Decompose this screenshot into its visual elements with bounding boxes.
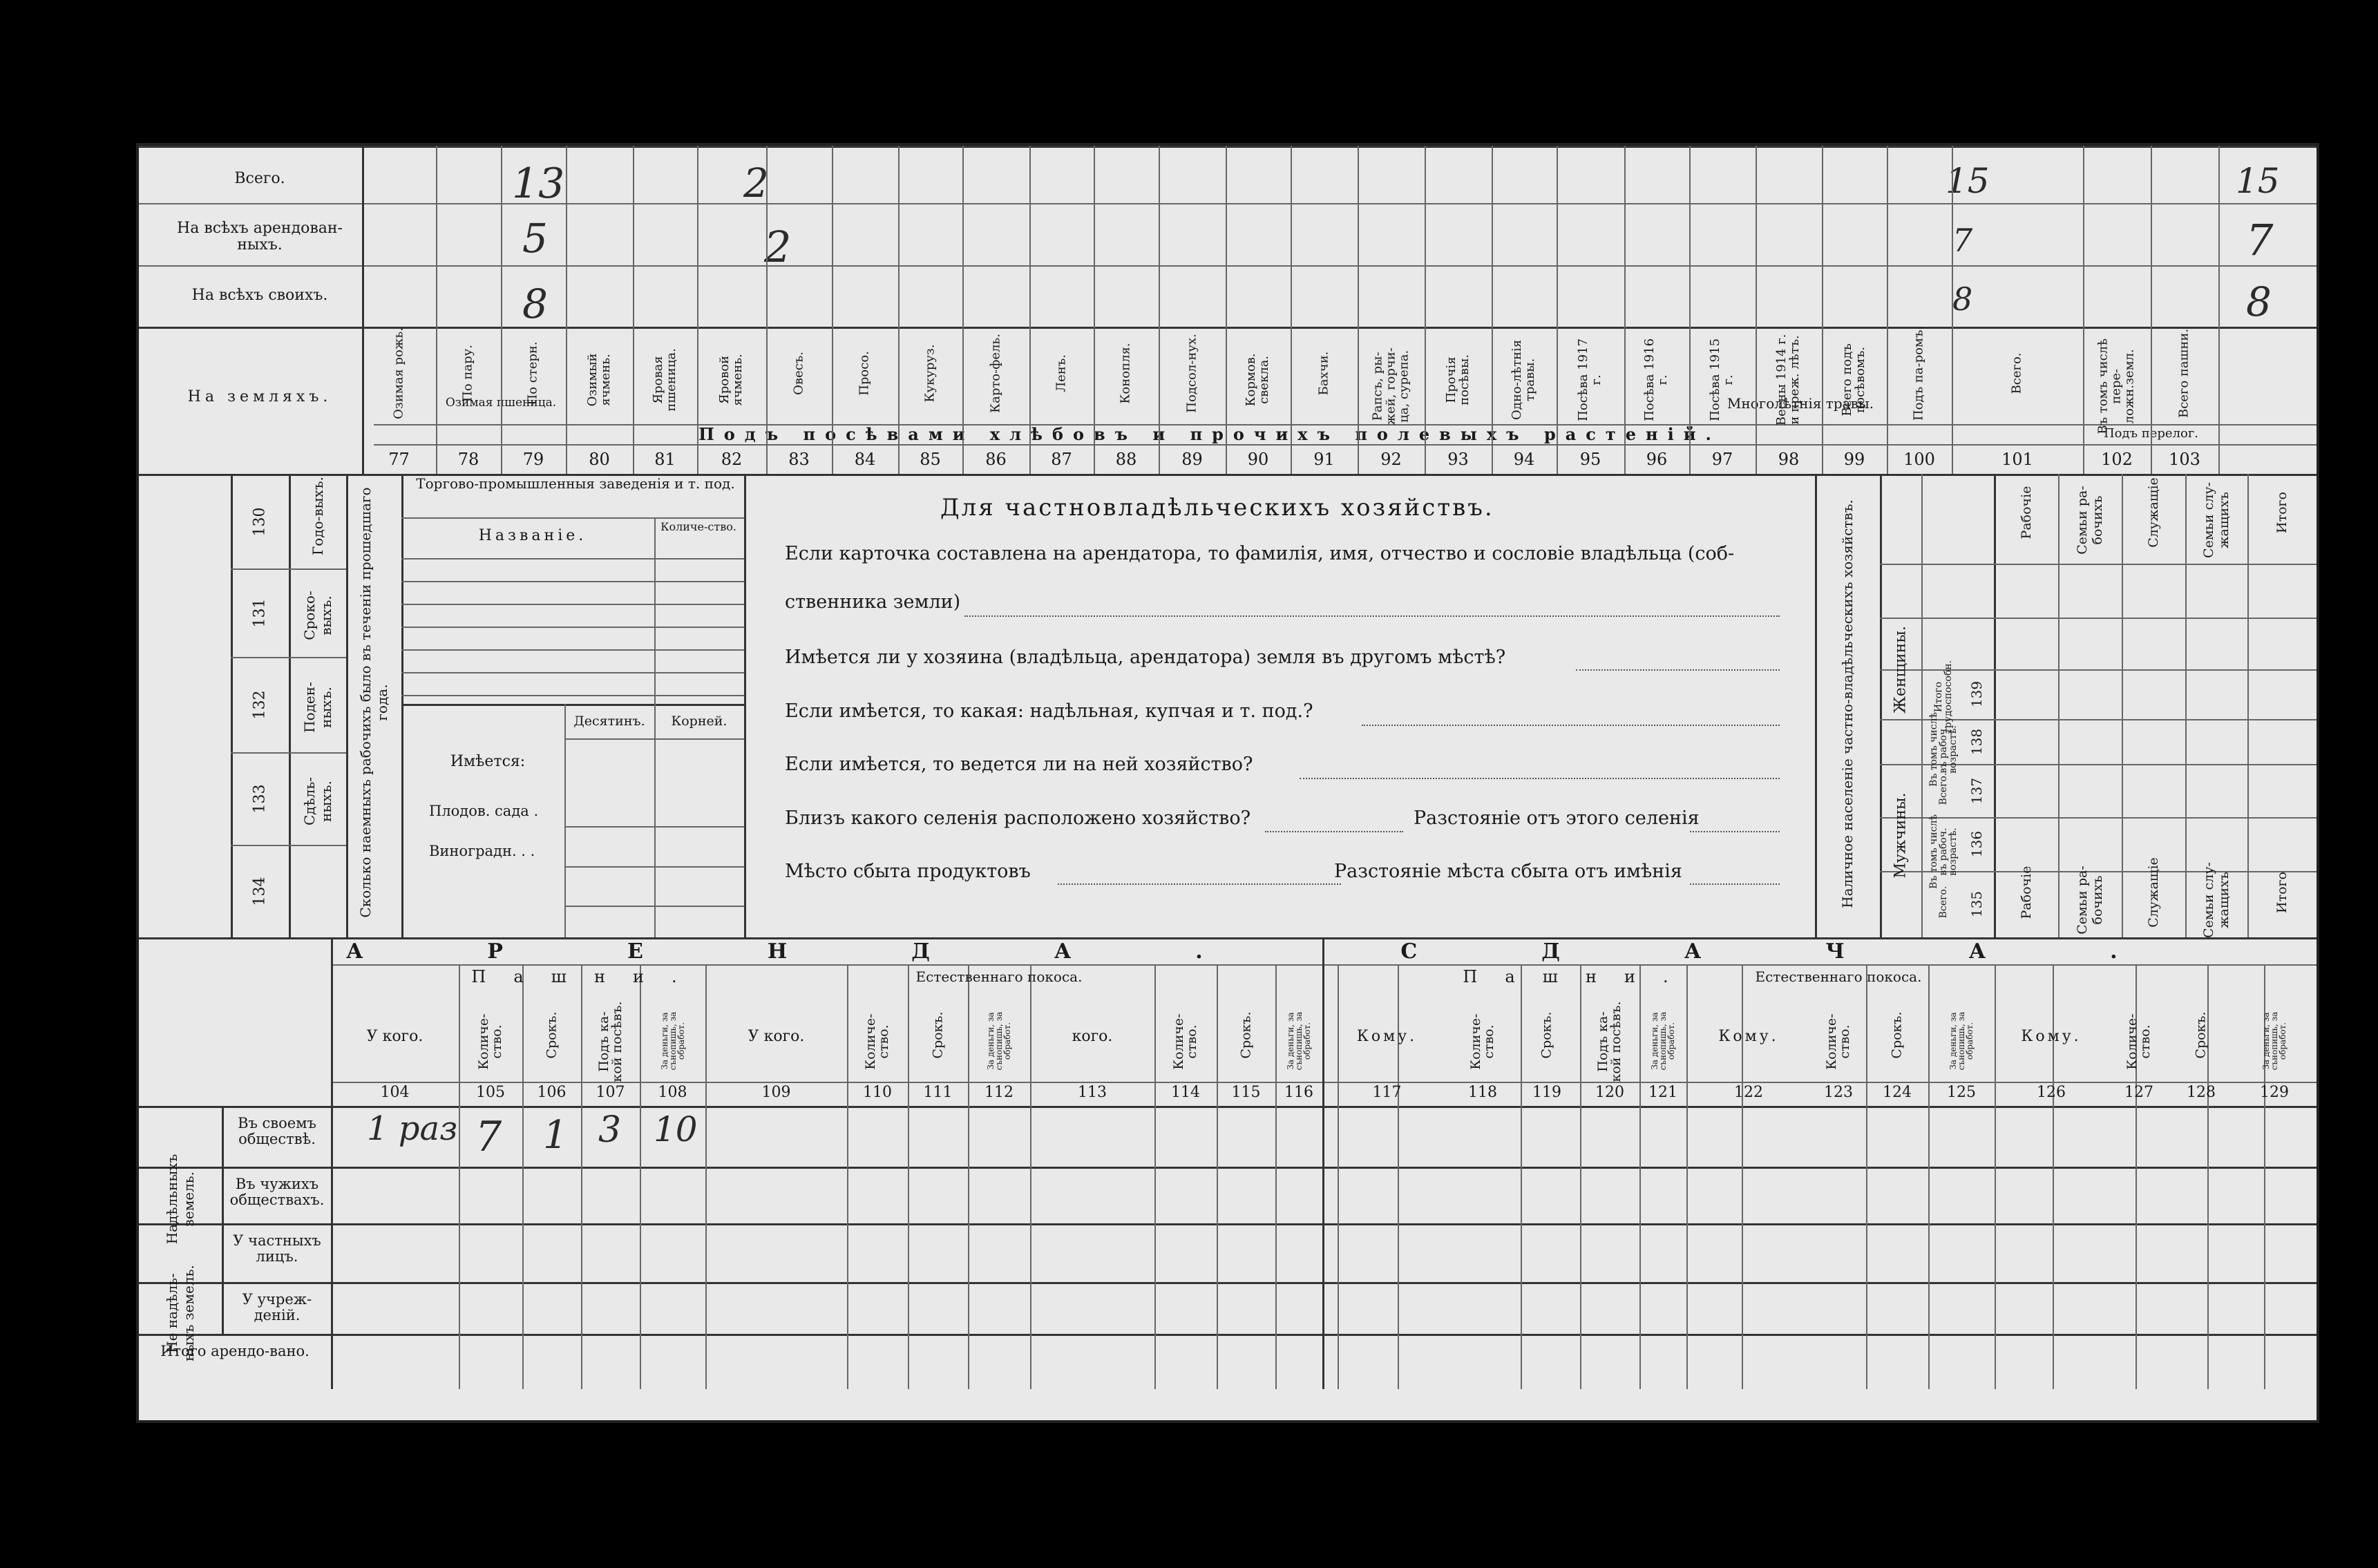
sdacha-col-header: Срокъ.: [2193, 1011, 2209, 1059]
top-column-header: Всего.: [2009, 352, 2024, 394]
sdacha-pashni: Пашни.: [1463, 967, 1696, 986]
top-column-number: 84: [854, 450, 876, 469]
women-label: Женщины.: [1892, 626, 1910, 714]
top-column-header: Кормов. свекла.: [1244, 353, 1271, 407]
top-column-number: 96: [1646, 450, 1668, 469]
top-column-header: Посѣва 1915 г.: [1708, 338, 1735, 421]
col-rule: [522, 964, 524, 1389]
top-column-header: Рапсъ, ры-жей, горчи-ца, сурепа.: [1370, 347, 1411, 426]
population-col-footer: Служащіе: [2146, 857, 2161, 928]
lease-row-label: У частныхъ лицъ.: [233, 1232, 321, 1265]
top-column-number: 87: [1051, 450, 1072, 469]
lease-row-label: У учреж-деній.: [242, 1291, 312, 1324]
column-rule: [633, 146, 634, 474]
top-column-number: 81: [654, 450, 676, 469]
sdacha-col-number: 127: [2124, 1084, 2153, 1101]
population-number: 135: [1968, 890, 1985, 918]
column-rule: [2151, 146, 2152, 474]
column-rule: [436, 146, 437, 474]
column-rule: [2083, 146, 2084, 474]
worker-col-label: Поден-ныхъ.: [301, 682, 334, 733]
sdacha-col-number: 125: [1947, 1084, 1976, 1101]
has-label: Имѣется:: [450, 753, 526, 770]
col-rule: [1217, 964, 1218, 1389]
arenda-col-header: Количе-ство.: [1171, 1013, 1199, 1070]
hand-total-a: 13: [512, 160, 565, 208]
arenda-col-number: 108: [658, 1084, 687, 1101]
top-column-header: Конопля.: [1118, 343, 1133, 404]
top-column-header: Подъ па-ромъ.: [1911, 325, 1926, 421]
arenda-col-number: 105: [476, 1084, 505, 1101]
population-col-footer: Итого: [2274, 872, 2290, 913]
sdacha-col-number: 117: [1372, 1084, 1402, 1101]
rule: [139, 146, 2317, 148]
col-rule: [2122, 474, 2123, 937]
col-rule: [640, 964, 641, 1389]
hand-rented-c: 7: [1952, 222, 1973, 259]
top-column-header: По пару.: [460, 345, 475, 402]
arenda-col-number: 114: [1171, 1084, 1200, 1101]
hand-lease-a: 1 раз: [367, 1109, 458, 1148]
worker-col-number: 132: [251, 690, 269, 720]
row-rule: [139, 1223, 2317, 1225]
top-column-header: Просо.: [857, 351, 872, 396]
question-owner-cont: ственника земли): [785, 591, 961, 613]
sdacha-col-header: Кому.: [1356, 1028, 1418, 1045]
row-rule: [139, 1334, 2317, 1336]
worker-col-label: Сдѣль-ныхъ.: [301, 776, 334, 826]
arenda-col-header: Срокъ.: [544, 1011, 559, 1059]
col-rule: [968, 964, 969, 1389]
top-column-header: Карто-фель.: [988, 334, 1003, 413]
arenda-col-number: 106: [537, 1084, 567, 1101]
question-village-distance: Разстояніе отъ этого селенія: [1414, 807, 1700, 829]
col-rule: [1880, 474, 1882, 937]
col-rule: [581, 964, 582, 1389]
top-column-header: Всего подъ посѣвомъ.: [1840, 343, 1867, 417]
hand-rented-b: 2: [764, 222, 792, 272]
top-column-number: 99: [1843, 450, 1865, 469]
banner-sowings: Подъ посѣвами хлѣбовъ и прочихъ полевыхъ растеній.: [698, 424, 1721, 444]
row-rule: [1880, 618, 2317, 619]
top-column-header: Весны 1914 г. и преж. лѣтъ.: [1774, 334, 1802, 426]
population-number: 138: [1968, 728, 1985, 755]
population-number: 139: [1968, 680, 1985, 708]
nadel-label: Надѣльныхъ земель.: [164, 1154, 197, 1245]
arenda-col-header: За деньги, за сънопишь, за обработ.: [986, 1011, 1012, 1071]
population-sub-label: Въ томъ числѣ въ рабоч. возрастѣ.: [1928, 711, 1959, 787]
sdacha-col-number: 118: [1468, 1084, 1497, 1101]
sdacha-col-number: 126: [2037, 1084, 2066, 1101]
top-column-number: 91: [1313, 450, 1335, 469]
sdacha-col-number: 121: [1648, 1084, 1677, 1101]
row-label-total: Всего.: [234, 170, 285, 187]
question-owner: Если карточка составлена на арендатора, то фамилія, имя, отчество и сословіе владѣльца (соб-: [785, 543, 1735, 564]
arenda-pokos: Естественнаго покоса.: [915, 968, 1083, 985]
top-column-number: 90: [1247, 450, 1269, 469]
col-rule: [1322, 937, 1324, 1389]
col-rule: [1521, 964, 1522, 1389]
ozimaya-label: Озимая пшеница.: [445, 396, 557, 410]
lease-row-label: Въ чужихъ обществахъ.: [229, 1176, 325, 1209]
sdacha-col-header: Количе-ство.: [1468, 1013, 1496, 1070]
hand-total-c: 15: [1946, 161, 1990, 201]
population-sub-label: Въ томъ числѣ въ рабоч. возрастѣ.: [1928, 814, 1959, 889]
row-label-rented: На всѣхъ арендован-ныхъ.: [177, 220, 343, 254]
question-farming: Если имѣется, то ведется ли на ней хозяйство?: [785, 754, 1253, 775]
hand-rented-a: 5: [522, 215, 548, 262]
arenda-col-header: У кого.: [366, 1028, 424, 1045]
top-column-number: 88: [1115, 450, 1137, 469]
top-column-header: Въ томъ числѣ пере-ложн.земл.: [2095, 338, 2137, 434]
sdacha-col-number: 122: [1734, 1084, 1763, 1101]
worker-col-number: 133: [251, 784, 269, 814]
census-card: [136, 143, 2319, 1423]
column-rule: [697, 146, 698, 474]
arenda-col-header: У кого.: [748, 1028, 805, 1045]
hand-total-b: 2: [743, 160, 769, 207]
top-column-number: 103: [2169, 450, 2200, 469]
top-column-number: 98: [1778, 450, 1800, 469]
sdacha-col-number: 124: [1883, 1084, 1912, 1101]
hand-own-c: 8: [1952, 280, 1973, 318]
question-market: Мѣсто сбыта продуктовъ: [785, 861, 1031, 882]
population-number: 137: [1968, 777, 1985, 804]
top-column-number: 77: [388, 450, 410, 469]
top-column-number: 85: [920, 450, 941, 469]
col-rule: [2247, 474, 2249, 937]
column-rule: [1029, 146, 1031, 474]
arenda-col-number: 107: [596, 1084, 625, 1101]
population-col-header: Итого: [2274, 492, 2290, 533]
population-sub-label: Итого трудоспособн.: [1933, 660, 1954, 734]
column-rule: [962, 146, 964, 474]
question-market-distance: Разстояніе мѣста сбыта отъ имѣнія: [1334, 861, 1682, 882]
arenda-col-header: Срокъ.: [930, 1011, 945, 1059]
sdacha-col-number: 128: [2187, 1084, 2216, 1101]
worker-col-label: Годо-выхъ.: [310, 476, 326, 555]
column-rule: [1226, 146, 1227, 474]
row-label-lands: На земляхъ.: [187, 388, 332, 405]
population-col-footer: Семьи слу-жащихъ: [2201, 862, 2232, 938]
top-column-header: Всего пашни.: [2176, 328, 2191, 419]
col-rule: [222, 1106, 224, 1334]
row-label-own: На всѣхъ своихъ.: [191, 287, 328, 304]
arenda-col-number: 115: [1231, 1084, 1261, 1101]
top-column-header: Яровой ячмень.: [717, 354, 745, 406]
population-col-header: Семьи ра-бочихъ: [2075, 486, 2105, 555]
top-column-number: 95: [1579, 450, 1601, 469]
arenda-col-header: За деньги, за сънопишь, за обработ.: [1286, 1011, 1312, 1071]
population-col-footer: Рабочіе: [2018, 866, 2034, 919]
hired-workers-vertical: Сколько наемныхъ рабочихъ было въ теченіи прошедшаго года.: [357, 487, 390, 918]
row-rule: [231, 657, 346, 658]
top-column-header: Озимая рожь.: [391, 327, 406, 419]
arenda-col-header: Количе-ство.: [476, 1013, 504, 1070]
top-column-header: Посѣва 1917 г.: [1576, 338, 1604, 421]
hand-lease-c: 1: [543, 1113, 568, 1158]
sdacha-col-number: 119: [1532, 1084, 1561, 1101]
sdacha-col-header: Подъ ка-кой посѣвъ.: [1595, 1001, 1624, 1082]
top-column-header: Прочія посѣвы.: [1443, 354, 1472, 405]
top-column-header: По стерн.: [525, 341, 540, 405]
arenda-col-number: 116: [1284, 1084, 1313, 1101]
worker-col-number: 130: [251, 507, 269, 536]
top-column-number: 101: [2001, 450, 2033, 469]
top-column-header: Одно-лѣтнія травы.: [1510, 339, 1537, 420]
worker-col-number: 131: [251, 598, 269, 628]
column-rule: [1756, 146, 1757, 474]
top-column-header: Яровая пшеница.: [650, 348, 678, 412]
sdacha-header: СДАЧА.: [1400, 939, 2242, 964]
row-rule: [139, 1106, 2317, 1108]
hand-total-d: 15: [2236, 161, 2280, 201]
arenda-col-number: 111: [923, 1084, 953, 1101]
col-rule: [1866, 964, 1867, 1389]
arenda-col-header: Подъ ка-кой посѣвъ.: [596, 1001, 625, 1082]
col-rule: [1580, 964, 1581, 1389]
population-number: 136: [1968, 830, 1985, 858]
arenda-pashni: Пашни.: [471, 967, 705, 986]
trade-title: Торгово-промышленныя заведенія и т. под.: [416, 475, 735, 492]
top-column-number: 79: [522, 450, 544, 469]
question-land-type: Если имѣется, то какая: надѣльная, купчая и т. под.?: [785, 700, 1313, 722]
hand-own-d: 8: [2246, 278, 2272, 325]
korney-header: Корней.: [671, 714, 727, 729]
column-rule: [766, 146, 768, 474]
row-rule: [231, 568, 346, 570]
hand-lease-d: 3: [598, 1109, 622, 1151]
column-rule: [566, 146, 567, 474]
arenda-col-header: Количе-ство.: [863, 1013, 891, 1070]
column-rule: [1822, 146, 1823, 474]
col-rule: [1639, 964, 1641, 1389]
top-column-number: 97: [1711, 450, 1733, 469]
worker-col-label: Сроко-выхъ.: [301, 591, 334, 640]
top-column-number: 78: [457, 450, 479, 469]
top-column-number: 94: [1513, 450, 1535, 469]
population-col-header: Служащіе: [2146, 477, 2161, 548]
arenda-col-header: кого.: [1072, 1028, 1113, 1045]
col-rule: [2058, 474, 2060, 937]
arenda-col-number: 113: [1078, 1084, 1107, 1101]
column-rule: [1689, 146, 1691, 474]
row-rule: [139, 1282, 2317, 1284]
arenda-col-header: Срокъ.: [1238, 1011, 1253, 1059]
top-column-number: 92: [1380, 450, 1402, 469]
top-column-number: 102: [2101, 450, 2133, 469]
col-rule: [1154, 964, 1156, 1389]
top-column-header: Овесъ.: [791, 352, 806, 395]
vineyard-label: Виноградн. . .: [429, 843, 535, 859]
sdacha-col-header: Количе-ство.: [2124, 1013, 2153, 1070]
row-rule: [231, 845, 346, 846]
top-column-number: 100: [1903, 450, 1935, 469]
col-rule: [908, 964, 909, 1389]
hand-rented-d: 7: [2246, 215, 2274, 265]
hand-lease-e: 10: [654, 1109, 698, 1149]
desyat-header: Десятинъ.: [573, 714, 645, 729]
trade-qty-header: Количе-ство.: [660, 520, 736, 533]
col-rule: [1994, 474, 1996, 937]
sdacha-col-header: Количе-ство.: [1824, 1013, 1852, 1070]
col-rule: [331, 937, 333, 1389]
population-col-footer: Семьи ра-бочихъ: [2075, 866, 2105, 935]
mnogolet-label: Многолѣтнія травы.: [1727, 395, 1874, 412]
col-rule: [2185, 474, 2187, 937]
sdacha-col-header: Кому.: [2021, 1028, 2082, 1045]
col-rule: [1275, 964, 1277, 1389]
hand-own-a: 8: [522, 280, 548, 327]
population-col-header: Рабочіе: [2018, 486, 2034, 539]
col-rule: [459, 964, 460, 1389]
top-column-header: Посѣва 1916 г.: [1642, 338, 1670, 421]
column-rule: [1358, 146, 1359, 474]
sdacha-col-number: 129: [2260, 1084, 2289, 1101]
top-column-number: 93: [1447, 450, 1469, 469]
top-column-number: 83: [788, 450, 810, 469]
trade-name-header: Названіе.: [478, 527, 587, 544]
sdacha-col-header: Срокъ.: [1889, 1011, 1905, 1059]
sdacha-col-header: Кому.: [1718, 1028, 1779, 1045]
orchard-label: Плодов. сада .: [429, 803, 539, 819]
column-rule: [832, 146, 833, 474]
top-column-number: 86: [985, 450, 1007, 469]
column-rule: [1159, 146, 1160, 474]
arenda-header: АРЕНДА.: [346, 939, 1327, 964]
column-rule: [1425, 146, 1426, 474]
column-rule: [1557, 146, 1558, 474]
sdacha-col-header: За деньги, за сънопишь, за обработ.: [1948, 1011, 1975, 1071]
row-rule: [139, 1167, 2317, 1169]
population-col-header: Семьи слу-жащихъ: [2201, 482, 2232, 558]
top-column-header: Кукуруз.: [922, 344, 938, 403]
question-village: Близъ какого селенія расположено хозяйство?: [785, 807, 1251, 829]
lease-row-label: Итого арендо-вано.: [160, 1343, 310, 1359]
row-rule: [231, 752, 346, 754]
column-rule: [1887, 146, 1888, 474]
top-column-header: Ленъ.: [1054, 354, 1069, 392]
sdacha-col-header: За деньги, за сънопишь, за обработ.: [2261, 1011, 2287, 1071]
sdacha-col-header: Срокъ.: [1539, 1011, 1554, 1059]
col-rule: [847, 964, 848, 1389]
column-rule: [2218, 146, 2220, 474]
arenda-col-number: 109: [761, 1084, 791, 1101]
arenda-col-number: 104: [380, 1084, 410, 1101]
sdacha-col-header: За деньги, за сънопишь, за обработ.: [1650, 1011, 1676, 1071]
top-column-number: 82: [721, 450, 743, 469]
population-sub-label: Всего.: [1938, 886, 1949, 919]
sdacha-pokos: Естественнаго покоса.: [1755, 968, 1922, 985]
worker-col-number: 134: [251, 877, 269, 906]
population-vertical: Наличное населеніе частно-владѣльческихъ хозяйствъ.: [1839, 499, 1856, 908]
top-column-header: Подсол-нух.: [1184, 334, 1199, 413]
col-rule: [1921, 474, 1923, 937]
top-column-header: Озимый ячмень.: [584, 353, 613, 407]
top-column-number: 89: [1181, 450, 1203, 469]
top-column-number: 80: [589, 450, 610, 469]
sdacha-col-number: 123: [1824, 1084, 1853, 1101]
arenda-col-number: 110: [863, 1084, 892, 1101]
column-rule: [501, 146, 502, 474]
col-rule: [1928, 964, 1930, 1389]
perelog-label: Подъ перелог.: [2103, 426, 2199, 441]
column-rule: [1094, 146, 1095, 474]
top-column-header: Бахчи.: [1316, 351, 1331, 396]
private-title: Для частновладѣльческихъ хозяйствъ.: [940, 494, 1494, 522]
question-other-land: Имѣется ли у хозяина (владѣльца, арендатора) земля въ другомъ мѣстѣ?: [785, 647, 1506, 668]
column-rule: [1624, 146, 1626, 474]
column-rule: [1952, 146, 1953, 474]
nenadel-label: Не надѣль-ныхъ земель.: [164, 1265, 197, 1361]
column-rule: [1291, 146, 1292, 474]
lease-row-label: Въ своемъ обществѣ.: [238, 1115, 316, 1148]
population-sub-label: Всего.: [1938, 772, 1949, 805]
arenda-col-header: За деньги, за сънопишь, за обработ.: [659, 1011, 686, 1071]
men-label: Мужчины.: [1892, 792, 1910, 879]
arenda-col-number: 112: [985, 1084, 1014, 1101]
column-rule: [898, 146, 900, 474]
hand-lease-b: 7: [475, 1113, 502, 1161]
column-rule: [1492, 146, 1493, 474]
sdacha-col-number: 120: [1595, 1084, 1624, 1101]
